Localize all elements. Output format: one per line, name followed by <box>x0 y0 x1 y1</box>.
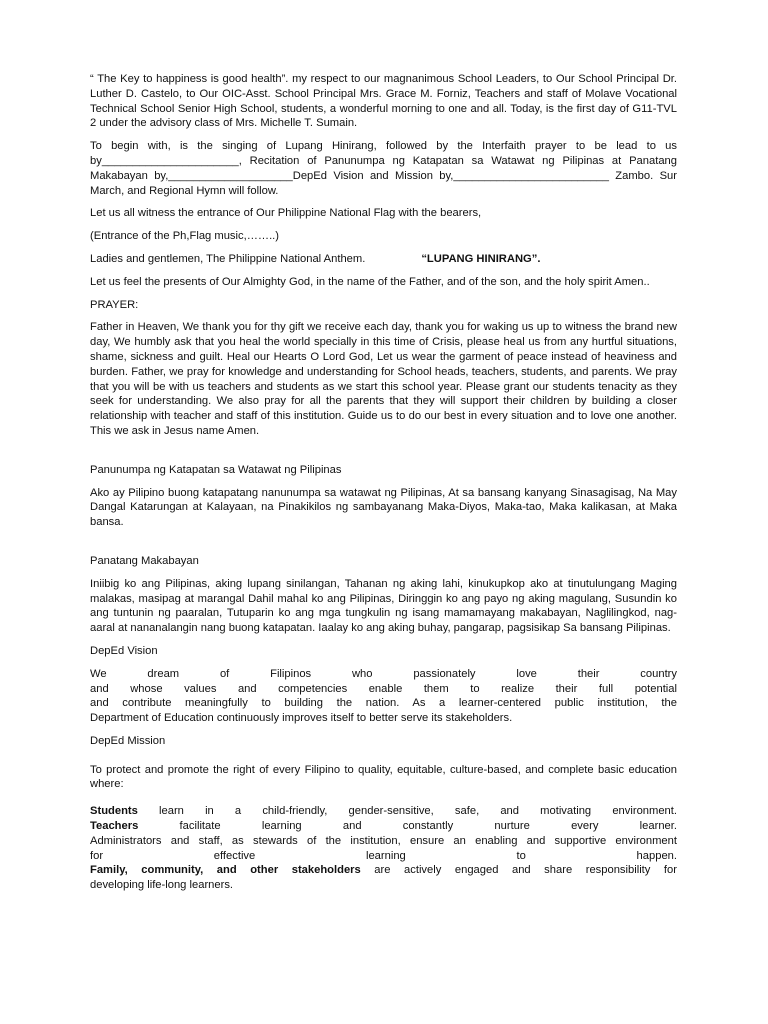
vision-line: We dream of Filipinos who passionately love their country <box>90 667 677 680</box>
vision-line: Department of Education continuously improves itself to better serve its stakeholders. <box>90 712 513 725</box>
mission-item-students: Students learn in a child-friendly, gender-sensitive, safe, and motivating environment. <box>90 805 677 818</box>
vision-line: and whose values and competencies enable them to realize their full potential <box>90 682 677 695</box>
anthem-title: “LUPANG HINIRANG”. <box>421 252 541 265</box>
mission-item-admin: Administrators and staff, as stewards of the institution, ensure an enabling and supportive environment <box>90 834 677 847</box>
vision-paragraph <box>90 667 677 726</box>
intro-paragraph: “ The Key to happiness is good health”. my respect to our magnanimous School Leaders, to Our School Principal Dr. Luther D. Castelo, to Our OIC-Asst. School Principal Mrs. Grace M. Forniz, Teachers and staff of Molave Vocational Technical School Senior High School, students, a wonderful morning to one and all. Today, is the first day of G11-TVL 2 under the advisory class of Mrs. Michelle T. Sumain. <box>90 73 677 130</box>
prayer-paragraph: Father in Heaven, We thank you for thy gift we receive each day, thank you for waking us up to witness the brand new day, We humbly ask that you heal the world specially in this time of Crisis, please heal us from any hurtful situations, shame, sickness and guilt. Heal our Hearts O Lord God, Let us wear the garment of peace instead of heaviness and burden. Father, we pray for knowledge and understanding for School heads, teachers, students, and parents. We pray that you will be with us teachers and students as we start this school year. Please grant our students tenacity as they seek for understanding. We also pray for all the parents that they will support their children by building a closer relationship with teacher and staff of this institution. Guide us to do our best in every situation and to love one another. This we ask in Jesus name Amen. <box>90 321 677 437</box>
mission-heading: DepEd Mission <box>90 734 166 747</box>
prayer-heading: PRAYER: <box>90 298 139 311</box>
mission-items <box>90 804 677 893</box>
flag-entrance-line: Let us all witness the entrance of Our Philippine National Flag with the bearers, <box>90 207 482 220</box>
anthem-line <box>90 252 677 267</box>
mission-item-teachers: Teachers facilitate learning and constantly nurture every learner. <box>90 820 677 833</box>
vision-line: and contribute meaningfully to building the nation. As a learner-centered public institution, the <box>90 697 677 710</box>
document-page <box>90 72 677 901</box>
mission-item-family-cont: developing life-long learners. <box>90 879 234 892</box>
flag-music-line: (Entrance of the Ph,Flag music,……..) <box>90 230 280 243</box>
mission-item-family: Family, community, and other stakeholders are actively engaged and share responsibility for <box>90 864 677 877</box>
panunumpa-paragraph: Ako ay Pilipino buong katapatang nanunumpa sa watawat ng Pilipinas, At sa bansang kanyang Sinasagisag, Na May Dangal Katarungan at Kalayaan, na Pinakikilos ng sambayanang Maka-Diyos, Maka-tao, Maka kalikasan, at Maka bansa. <box>90 486 677 529</box>
mission-intro: To protect and promote the right of every Filipino to quality, equitable, culture-based, and complete basic education where: <box>90 763 677 791</box>
panata-heading: Panatang Makabayan <box>90 554 199 567</box>
panunumpa-heading: Panunumpa ng Katapatan sa Watawat ng Pilipinas <box>90 463 342 476</box>
mission-item-admin-cont: for effective learning to happen. <box>90 849 677 862</box>
panata-paragraph: Iniibig ko ang Pilipinas, aking lupang sinilangan, Tahanan ng aking lahi, kinukupkop ako at tinutulungang Maging malakas, masipag at marangal Dahil mahal ko ang Pilipinas, Diringgin ko ang payo ng aking magulang, Susundin ko ang tuntunin ng paaralan, Tutuparin ko ang mga tungkulin ng isang mamamayang makabayan, Naglilingkod, nag-aaral at nananalangin nang buong katapatan. Iaalay ko ang aking buhay, pangarap, pagsisikap Sa bansang Pilipinas. <box>90 577 677 635</box>
anthem-intro: Ladies and gentlemen, The Philippine National Anthem. <box>90 252 366 265</box>
vision-heading: DepEd Vision <box>90 644 158 657</box>
program-paragraph: To begin with, is the singing of Lupang Hinirang, followed by the Interfaith prayer to be lead to us by______________________, Recitation of Panunumpa ng Katapatan sa Watawat ng Pilipinas at Panatang Makabayan by,____________________DepEd Vision and Mission by,_________________________ Zambo. Sur March, and Regional Hymn will follow. <box>90 140 677 197</box>
presence-paragraph: Let us feel the presents of Our Almighty God, in the name of the Father, and of the son, and the holy spirit Amen.. <box>90 275 650 288</box>
